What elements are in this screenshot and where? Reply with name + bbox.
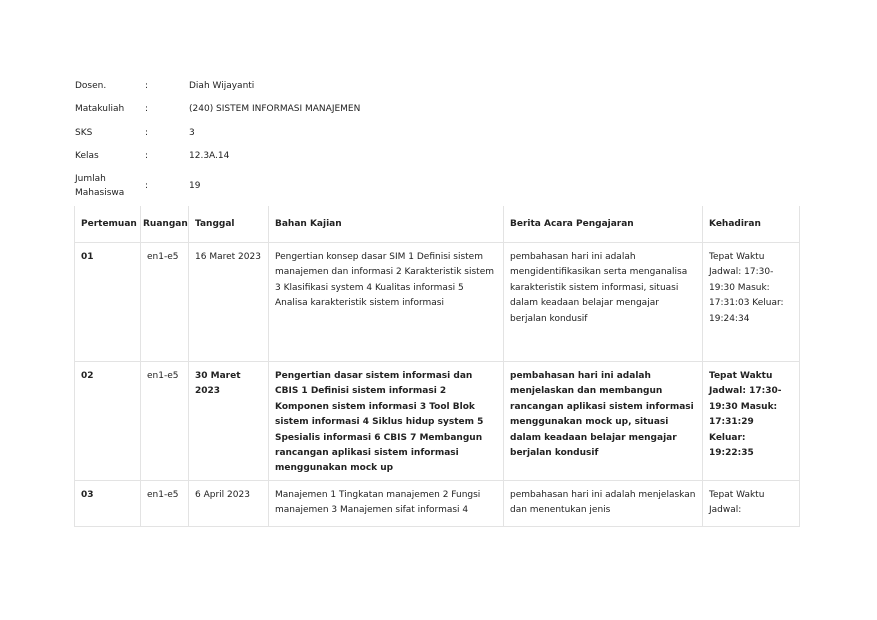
info-colon: : — [145, 181, 149, 191]
cell-pertemuan: 02 — [75, 362, 141, 481]
info-row-sks — [75, 121, 360, 145]
cell-berita-acara: pembahasan hari ini adalah menjelaskan dan membangun rancangan aplikasi sistem informasi menggunakan mock up, situasi dalam keadaan belajar mengajar berjalan kondusif — [504, 362, 703, 481]
column-header-ruangan: Ruangan — [141, 206, 189, 243]
cell-kehadiran: Tepat Waktu Jadwal: — [703, 481, 800, 527]
course-info — [75, 74, 360, 202]
info-row-kelas — [75, 145, 360, 169]
info-row-matakuliah — [75, 98, 360, 122]
cell-pertemuan: 03 — [75, 481, 141, 527]
table-row — [75, 362, 800, 481]
table-header-row — [75, 206, 800, 243]
column-header-bahan-kajian: Bahan Kajian — [269, 206, 504, 243]
info-colon: : — [145, 127, 149, 138]
info-value: Diah Wijayanti — [189, 80, 255, 91]
cell-bahan-kajian: Manajemen 1 Tingkatan manajemen 2 Fungsi manajemen 3 Manajemen sifat informasi 4 — [269, 481, 504, 527]
info-label: SKS — [75, 127, 93, 138]
cell-bahan-kajian: Pengertian konsep dasar SIM 1 Definisi sistem manajemen dan informasi 2 Karakteristik sistem 3 Klasifikasi system 4 Kualitas informasi 5 Analisa karakteristik sistem informasi — [269, 243, 504, 362]
attendance-table — [74, 206, 800, 527]
info-label: Kelas — [75, 151, 99, 162]
cell-berita-acara: pembahasan hari ini adalah menjelaskan dan menentukan jenis — [504, 481, 703, 527]
cell-bahan-kajian: Pengertian dasar sistem informasi dan CBIS 1 Definisi sistem informasi 2 Komponen sistem informasi 3 Tool Blok sistem informasi 4 Siklus hidup system 5 Spesialis informasi 6 CBIS 7 Membangun rancangan aplikasi sistem informasi menggunakan mock up — [269, 362, 504, 481]
cell-kehadiran: Tepat Waktu Jadwal: 17:30-19:30 Masuk: 17:31:29 Keluar: 19:22:35 — [703, 362, 800, 481]
cell-pertemuan: 01 — [75, 243, 141, 362]
info-label: Jumlah Mahasiswa — [75, 174, 125, 198]
info-label: Dosen. — [75, 80, 107, 91]
info-label: Matakuliah — [75, 104, 125, 115]
info-row-jumlah-mahasiswa — [75, 170, 360, 202]
cell-tanggal: 30 Maret 2023 — [189, 362, 269, 481]
info-row-dosen — [75, 74, 360, 98]
info-value: 3 — [189, 127, 195, 138]
cell-tanggal: 16 Maret 2023 — [189, 243, 269, 362]
cell-ruangan: en1-e5 — [141, 243, 189, 362]
info-value: 12.3A.14 — [189, 151, 230, 162]
info-value: (240) SISTEM INFORMASI MANAJEMEN — [189, 104, 361, 115]
cell-kehadiran: Tepat Waktu Jadwal: 17:30-19:30 Masuk: 17:31:03 Keluar: 19:24:34 — [703, 243, 800, 362]
info-colon: : — [145, 151, 149, 162]
cell-tanggal: 6 April 2023 — [189, 481, 269, 527]
table-row — [75, 481, 800, 527]
column-header-berita-acara: Berita Acara Pengajaran — [504, 206, 703, 243]
cell-ruangan: en1-e5 — [141, 481, 189, 527]
info-value: 19 — [189, 181, 201, 191]
cell-ruangan: en1-e5 — [141, 362, 189, 481]
table-row — [75, 243, 800, 362]
info-colon: : — [145, 104, 149, 115]
column-header-pertemuan: Pertemuan — [75, 206, 141, 243]
info-colon: : — [145, 80, 149, 91]
column-header-kehadiran: Kehadiran — [703, 206, 800, 243]
cell-berita-acara: pembahasan hari ini adalah mengidentifikasikan serta menganalisa karakteristik sistem informasi, situasi dalam keadaan belajar mengajar berjalan kondusif — [504, 243, 703, 362]
column-header-tanggal: Tanggal — [189, 206, 269, 243]
